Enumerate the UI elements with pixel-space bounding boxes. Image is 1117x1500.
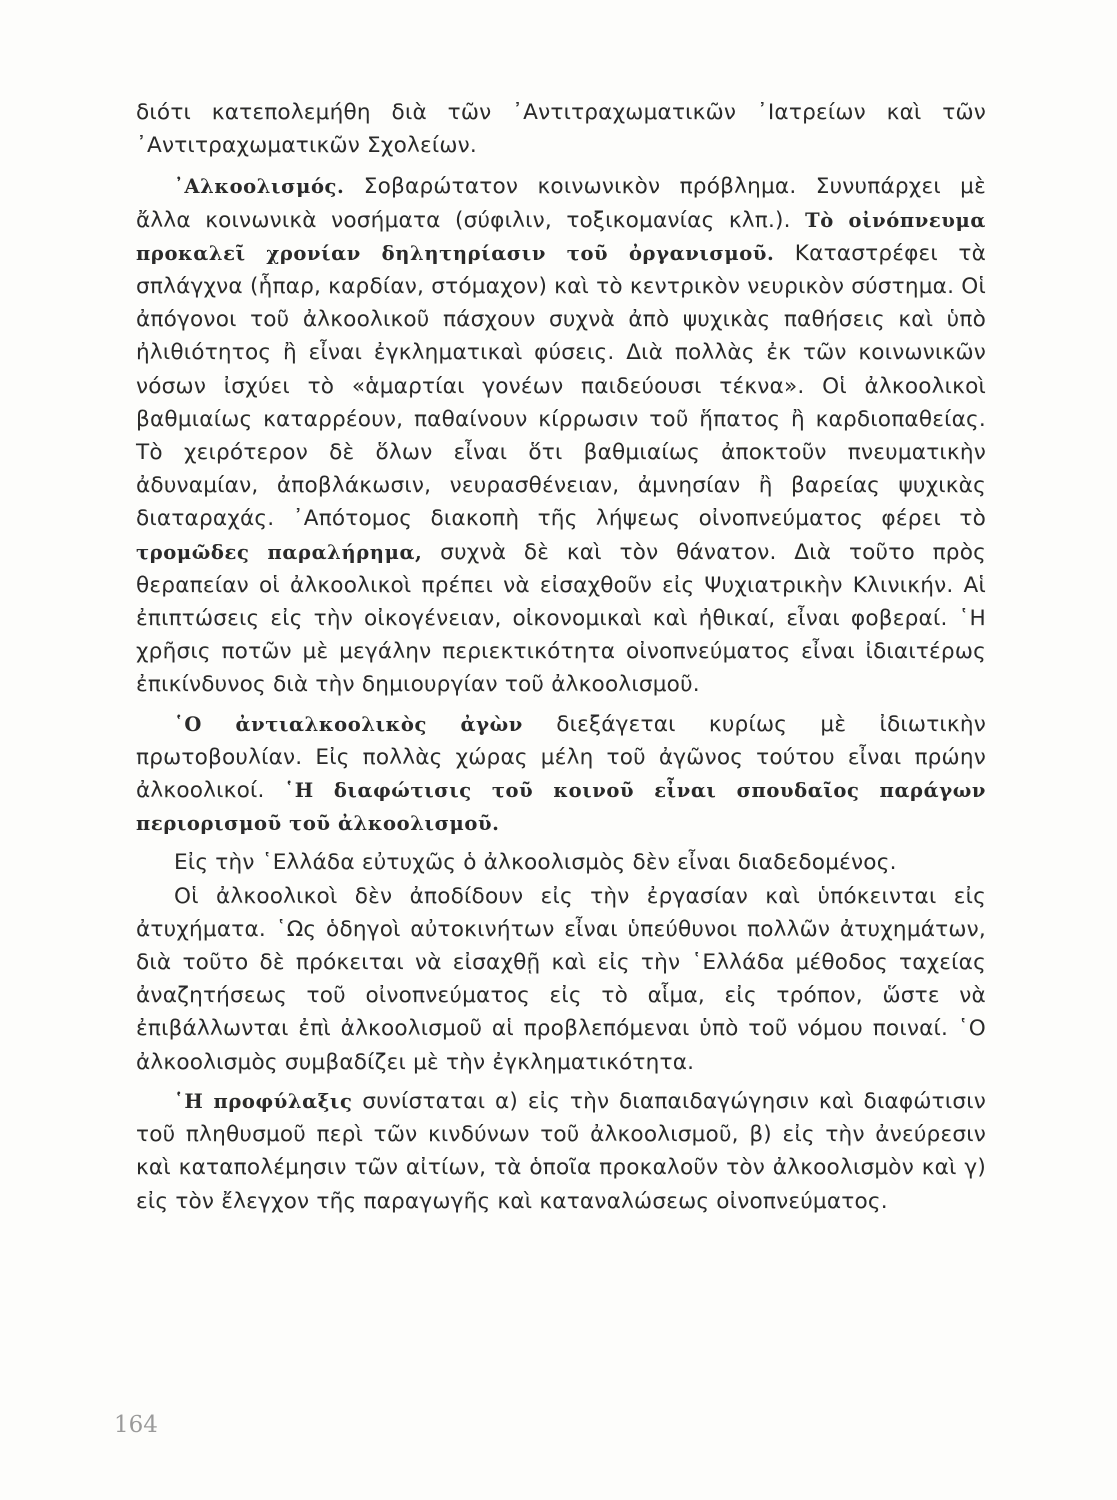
page-number: 164 [114,1412,158,1438]
paragraph-accidents [136,880,986,1079]
paragraph-anti-alcohol [136,708,986,841]
paragraph-text: διότι κατεπολεμήθη διὰ τῶν ᾿Αντιτραχωματικῶν ᾿Ιατρείων καὶ τῶν ᾿Αντιτραχωματικῶν Σχολείων. [136,100,986,159]
paragraph-text: συχνὰ δὲ καὶ τὸν θάνατον. Διὰ τοῦτο πρὸς θεραπείαν οἱ ἀλκοολικοὶ πρέπει νὰ εἰσαχθοῦν εἰς Ψυχιατρικὴν Κλινικήν. Αἱ ἐπιπτώσεις εἰς τὴν οἰκογένειαν, οἰκονομικαὶ καὶ ἠθικαί, εἶναι φοβεραί. ῾Η χρῆσις ποτῶν μὲ μεγάλην περιεκτικότητα οἰνοπνεύματος εἶναι ἰδιαιτέρως ἐπικίνδυνος διὰ τὴν δημιουργίαν τοῦ ἀλκοολισμοῦ. [136,539,986,698]
paragraph-greece [136,846,986,879]
paragraph-text: Εἰς τὴν ῾Ελλάδα εὐτυχῶς ὁ ἀλκοολισμὸς δὲν εἶναι διαδεδομένος. [174,850,897,876]
emphasis-text: ῾Η προφύλαξις [174,1089,353,1113]
body-text [136,96,986,1218]
section-term: ᾿Αλκοολισμός. [174,175,345,199]
paragraph-text: Σοβαρώτατον κοινωνικὸν πρόβλημα. Συνυπάρχει μὲ ἄλλα κοινωνικὰ νοσήματα (σύφιλιν, τοξικομανίας κλπ.). [136,174,986,233]
paragraph-text: Καταστρέφει τὰ σπλάγχνα (ἧπαρ, καρδίαν, στόμαχον) καὶ τὸ κεντρικὸν νευρικὸν σύστημα. Οἱ ἀπόγονοι τοῦ ἀλκοολικοῦ πάσχουν συχνὰ ἀπὸ ψυχικὰς παθήσεις καὶ ὑπὸ ἠλιθιότητος ἢ εἶναι ἐγκληματικαὶ φύσεις. Διὰ πολλὰς ἐκ τῶν κοινωνικῶν νόσων ἰσχύει τὸ «ἁμαρτίαι γονέων παιδεύουσι τέκνα». Οἱ ἀλκοολικοὶ βαθμιαίως καταρρέουν, παθαίνουν κίρρωσιν τοῦ ἥπατος ἢ καρδιοπαθείας. Τὸ χειρότερον δὲ ὅλων εἶναι ὅτι βαθμιαίως ἀποκτοῦν πνευματικὴν ἀδυναμίαν, ἀποβλάκωσιν, νευρασθένειαν, ἀμνησίαν ἢ βαρείας ψυχικὰς διαταραχάς. ᾿Απότομος διακοπὴ τῆς λήψεως οἰνοπνεύματος φέρει τὸ [136,240,987,532]
emphasis-text: τρομῶδες παραλήρημα, [136,540,423,564]
paragraph-alcoholism [136,170,986,701]
emphasis-text: Τὸ οἰνόπνευμα προκαλεῖ χρονίαν δηλητηρίασιν τοῦ ὀργανισμοῦ. [136,208,986,265]
emphasis-text: ῾Ο ἀντιαλκοολικὸς ἀγὼν [174,712,523,736]
paragraph-prevention [136,1085,986,1218]
paragraph-text: συνίσταται α) εἰς τὴν διαπαιδαγώγησιν καὶ διαφώτισιν τοῦ πληθυσμοῦ περὶ τῶν κινδύνων τοῦ ἀλκοολισμοῦ, β) εἰς τὴν ἀνεύρεσιν καὶ καταπολέμησιν τῶν αἰτίων, τὰ ὁποῖα προκαλοῦν τὸν ἀλκοολισμὸν καὶ γ) εἰς τὸν ἔλεγχον τῆς παραγωγῆς καὶ καταναλώσεως οἰνοπνεύματος. [136,1088,986,1214]
paragraph-text: διεξάγεται κυρίως μὲ ἰδιωτικὴν πρωτοβουλίαν. Εἰς πολλὰς χώρας μέλη τοῦ ἀγῶνος τούτου εἶναι πρώην ἀλκοολικοί. [136,711,986,804]
emphasis-text: ῾Η διαφώτισις τοῦ κοινοῦ εἶναι σπουδαῖος παράγων περιορισμοῦ τοῦ ἀλκοολισμοῦ. [136,779,987,836]
paragraph-continuation [136,96,986,162]
paragraph-text: Οἱ ἀλκοολικοὶ δὲν ἀποδίδουν εἰς τὴν ἐργασίαν καὶ ὑπόκεινται εἰς ἀτυχήματα. ῾Ως ὁδηγοὶ αὐτοκινήτων εἶναι ὑπεύθυνοι πολλῶν ἀτυχημάτων, διὰ τοῦτο δὲ πρόκειται νὰ εἰσαχθῇ καὶ εἰς τὴν ῾Ελλάδα μέθοδος ταχείας ἀναζητήσεως τοῦ οἰνοπνεύματος εἰς τὸ αἷμα, εἰς τρόπον, ὥστε νὰ ἐπιβάλλωνται ἐπὶ ἀλκοολισμοῦ αἱ προβλεπόμεναι ὑπὸ τοῦ νόμου ποιναί. ῾Ο ἀλκοολισμὸς συμβαδίζει μὲ τὴν ἐγκληματικότητα. [136,883,986,1075]
